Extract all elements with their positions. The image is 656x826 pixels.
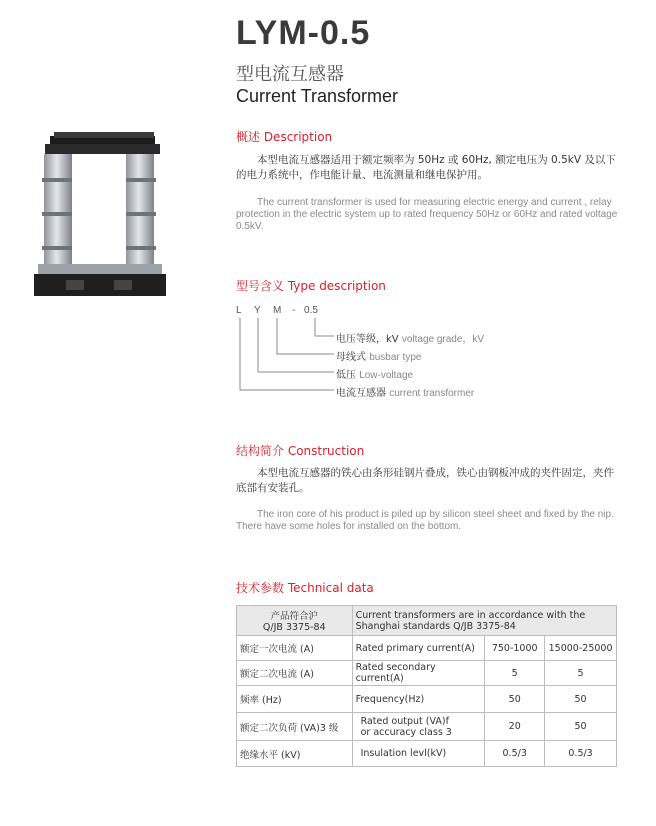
table-row: [237, 636, 617, 661]
model-code-l: L: [236, 305, 242, 316]
model-code-m: M: [273, 305, 282, 316]
row-value-2: 50: [545, 686, 617, 713]
row-value-1: 50: [485, 686, 545, 713]
technical-data-heading: 技术参数 Technical data: [236, 581, 374, 595]
subtitle-english: Current Transformer: [236, 86, 399, 106]
model-code-voltage: 0.5: [304, 305, 318, 316]
row-value-1: 750-1000: [485, 636, 545, 661]
row-label-cn: 额定二次电流 (A): [237, 661, 353, 686]
row-value-2: 5: [545, 661, 617, 686]
row-label-en: Rated secondary current(A): [352, 661, 485, 686]
row-value-1: 0.5/3: [485, 741, 545, 767]
type-item-low-voltage: 低压 Low-voltage: [336, 370, 414, 381]
construction-heading: 结构简介 Construction: [236, 444, 365, 458]
type-connector-lines: [230, 315, 340, 395]
row-label-en: Rated output (VA)f or accuracy class 3: [352, 713, 485, 741]
header-standard-cn: 产品符合沪 Q/JB 3375-84: [237, 606, 353, 636]
row-label-cn: 绝缘水平 (kV): [237, 741, 353, 767]
technical-data-table: [236, 605, 617, 767]
description-text-cn: 本型电流互感器适用于额定频率为 50Hz 或 60Hz, 额定电压为 0.5kV 及以下的电力系统中，作电能计量、电流测量和继电保护用。: [236, 154, 616, 181]
row-value-2: 15000-25000: [545, 636, 617, 661]
row-label-cn: 额定一次电流 (A): [237, 636, 353, 661]
transformer-image: [30, 120, 170, 305]
table-header-row: [237, 606, 617, 636]
row-value-1: 5: [485, 661, 545, 686]
row-label-en: Rated primary current(A): [352, 636, 485, 661]
type-item-busbar: 母线式 busbar type: [336, 352, 422, 363]
type-description-heading: 型号含义 Type description: [236, 279, 386, 293]
row-value-2: 0.5/3: [545, 741, 617, 767]
model-code-dash: -: [292, 305, 296, 316]
construction-text-en: The iron core of his product is piled up by silicon steel sheet and fixed by the nip. There have some holes for installed on the bottom.: [236, 509, 614, 532]
row-label-en: Insulation levl(kV): [352, 741, 485, 767]
description-heading: 概述 Description: [236, 130, 333, 144]
row-value-2: 50: [545, 713, 617, 741]
type-item-current-transformer: 电流互感器 current transformer: [336, 388, 475, 399]
type-item-voltage: 电压等级，kV voltage grade，kV: [336, 334, 485, 345]
model-code-y: Y: [254, 305, 261, 316]
row-label-en: Frequency(Hz): [352, 686, 485, 713]
subtitle-chinese: 型电流互感器: [236, 64, 344, 85]
row-value-1: 20: [485, 713, 545, 741]
page-title: LYM-0.5: [236, 14, 371, 52]
row-label-cn: 频率 (Hz): [237, 686, 353, 713]
description-text-en: The current transformer is used for measuring electric energy and current , relay protection in the electric system up to rated frequency 50Hz or 60Hz and rated voltage 0.5kV.: [236, 197, 618, 232]
table-row: [237, 686, 617, 713]
table-row: [237, 713, 617, 741]
table-row: [237, 661, 617, 686]
construction-text-cn: 本型电流互感器的铁心由条形硅钢片叠成，铁心由钢板冲成的夹件固定，夹件底部有安装孔。: [236, 467, 614, 494]
header-standard-en: Current transformers are in accordance with the Shanghai standards Q/JB 3375-84: [352, 606, 616, 636]
table-row: [237, 741, 617, 767]
row-label-cn: 额定二次负荷 (VA)3 级: [237, 713, 353, 741]
